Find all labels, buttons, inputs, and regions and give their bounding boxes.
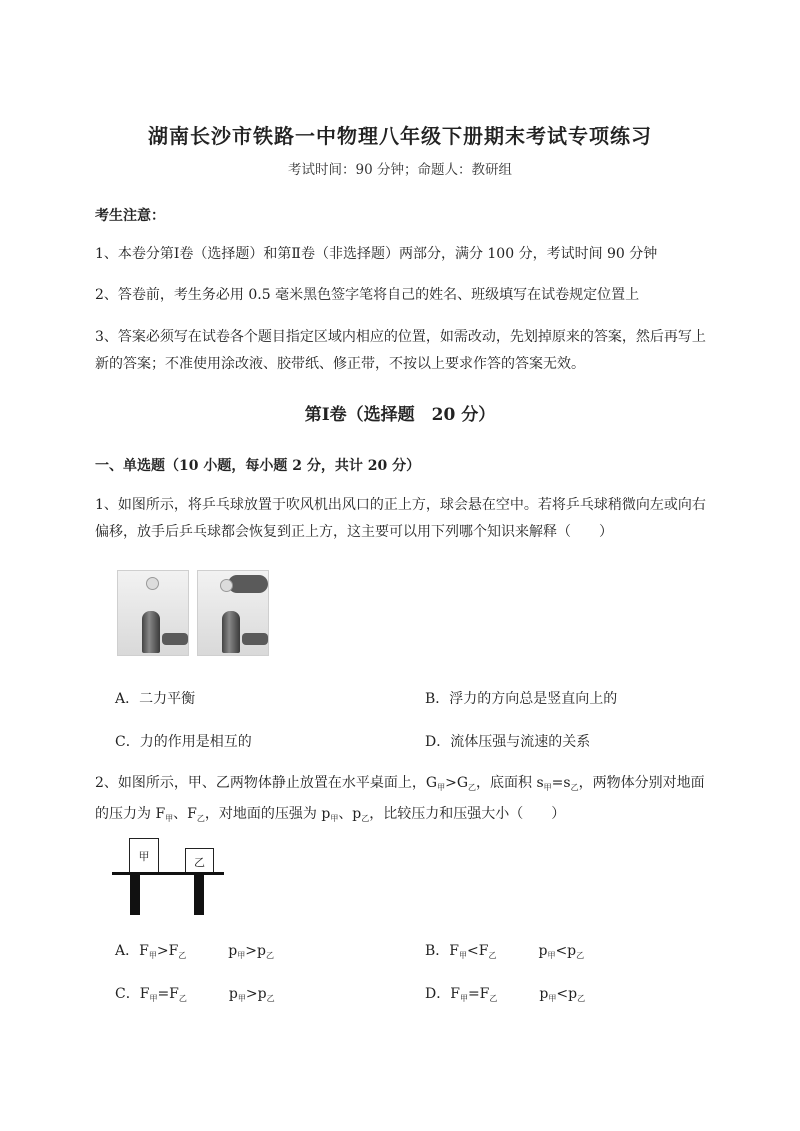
q1-option-a[interactable]: A．二力平衡 [115, 691, 196, 707]
photo-ball-offset [197, 570, 269, 656]
table-leg-left [130, 875, 140, 915]
ping-pong-ball [146, 577, 159, 590]
page-title: 湖南长沙市铁路一中物理八年级下册期末考试专项练习 [148, 124, 652, 148]
hand [162, 633, 188, 645]
q1-option-d[interactable]: D．流体压强与流速的关系 [425, 734, 591, 750]
photo-ball-centered [117, 570, 189, 656]
object-yi-label: 乙 [194, 856, 205, 869]
q2-option-d[interactable]: D．$F_甲=F_乙$ $p_甲<p_乙$ [425, 986, 586, 1003]
question-group-heading: 一、单选题（10 小题，每小题 2 分，共计 20 分） [95, 458, 421, 474]
section-title: 第Ⅰ卷（选择题 20 分） [304, 405, 496, 425]
hand-holding-ball [228, 575, 268, 593]
object-yi [185, 848, 214, 873]
q1-option-c[interactable]: C．力的作用是相互的 [115, 734, 252, 750]
notice-item: 1、本卷分第Ⅰ卷（选择题）和第Ⅱ卷（非选择题）两部分，满分 100 分，考试时间 90 分钟 [95, 246, 658, 262]
q1-option-b[interactable]: B．浮力的方向总是竖直向上的 [425, 691, 618, 707]
notice-item: 3、答案必须写在试卷各个题目指定区域内相应的位置，如需改动，先划掉原来的答案，然后再写上新的答案；不准使用涂改液、胶带纸、修正带，不按以上要求作答的答案无效。 [95, 329, 706, 372]
notice-heading: 考生注意： [95, 208, 165, 224]
hair-dryer [222, 611, 240, 653]
hair-dryer [142, 611, 160, 653]
question-2-figure [112, 836, 227, 918]
notice-item: 2、答卷前，考生务必用 0.5 毫米黑色签字笔将自己的姓名、班级填写在试卷规定位置上 [95, 287, 640, 303]
question-1-figure [117, 570, 267, 656]
object-jia-label: 甲 [138, 850, 150, 863]
q2-option-a[interactable]: A．$F_甲>F_乙$ $p_甲>p_乙$ [115, 943, 274, 960]
exam-subtitle: 考试时间：90 分钟；命题人：教研组 [288, 162, 512, 178]
question-1-text: 1、如图所示，将乒乓球放置于吹风机出风口的正上方，球会悬在空中。若将乒乓球稍微向左或向右偏移，放手后乒乓球都会恢复到正上方，这主要可以用下列哪个知识来解释（ ） [95, 497, 706, 540]
table-leg-right [194, 875, 204, 915]
table-top [112, 872, 224, 875]
question-2-text: 2、如图所示，甲、乙两物体静止放置在水平桌面上，$G_甲>G_乙$，底面积 $s_甲=s_乙$，两物体分别对地面的压力为 $F_甲$、$F_乙$，对地面的压强为 $p_甲$、$p_乙$，比较压力和压强大小（ ） [95, 775, 705, 823]
q2-option-b[interactable]: B．$F_甲<F_乙$ $p_甲<p_乙$ [425, 943, 585, 960]
ping-pong-ball [220, 579, 233, 592]
hand [242, 633, 268, 645]
q2-option-c[interactable]: C．$F_甲=F_乙$ $p_甲>p_乙$ [115, 986, 275, 1003]
object-jia [129, 838, 159, 873]
